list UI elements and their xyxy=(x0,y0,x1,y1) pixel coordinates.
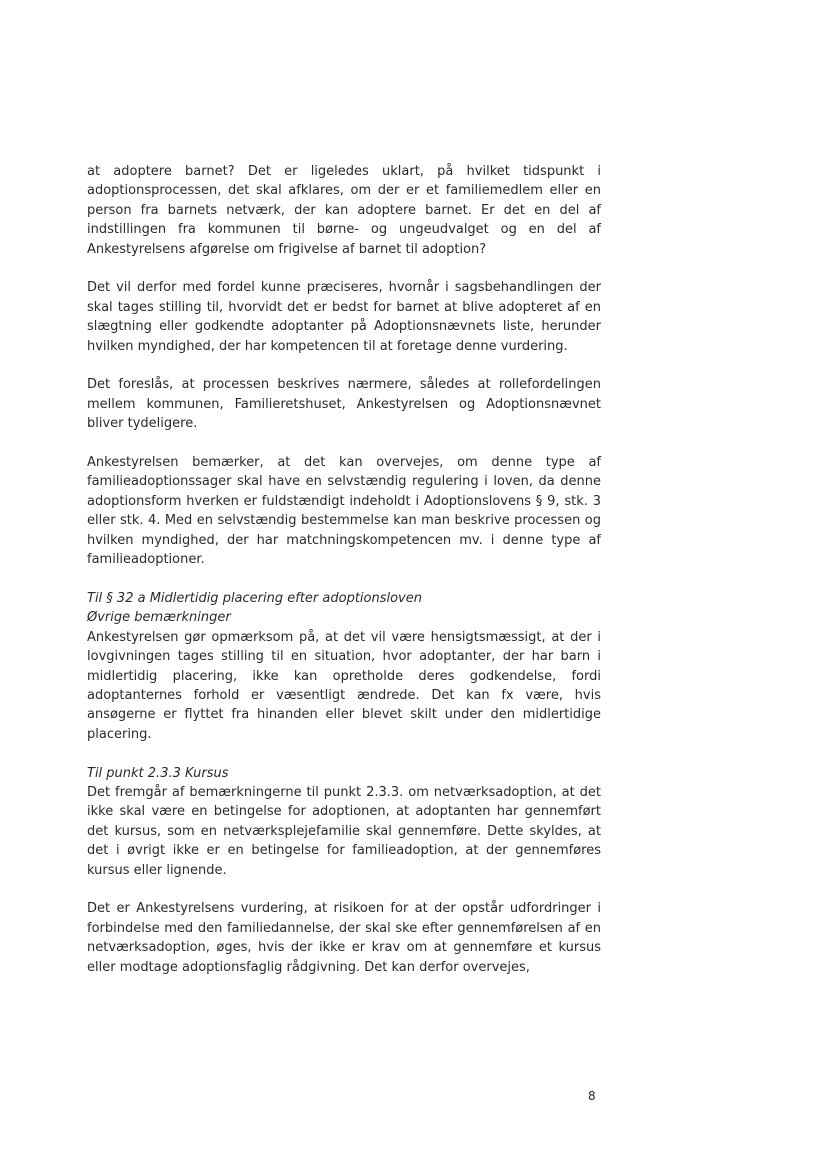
paragraph-clarification: Det vil derfor med fordel kunne præciseres, hvornår i sagsbehandlingen der skal tages stilling til, hvorvidt det er bedst for barnet at blive adopteret af en slægtning eller godkendte adoptanter på Adoptionsnævnets liste, herunder hvilken myndighed, der har kompetencen til at foretage denne vurdering. xyxy=(87,280,601,354)
paragraph-course: Det fremgår af bemærkningerne til punkt 2.3.3. om netværksadoption, at det ikke skal være en betingelse for adoptionen, at adoptanten har gennemført det kursus, som en netværksplejefamilie skal gennemføre. Dette skyldes, at det i øvrigt ikke er en betingelse for familieadoption, at der gennemføres kursus eller lignende. xyxy=(87,784,601,878)
paragraph-roles: Det foreslås, at processen beskrives nærmere, således at rollefordelingen mellem kommunen, Familieretshuset, Ankestyrelsen og Adoptionsnævnet bliver tydeligere. xyxy=(87,377,601,432)
document-body xyxy=(87,162,601,977)
heading-point-233: Til punkt 2.3.3 Kursus xyxy=(87,765,229,781)
paragraph-risk-assessment: Det er Ankestyrelsens vurdering, at risikoen for at der opstår udfordringer i forbindelse med den familiedannelse, der skal ske efter gennemførelsen af en netværksadoption, øges, hvis der ikke er krav om at gennemføre et kursus eller modtage adoptionsfaglig rådgivning. Det kan derfor overvejes, xyxy=(87,901,601,975)
heading-section-32a: Til § 32 a Midlertidig placering efter adoptionsloven xyxy=(87,590,422,606)
paragraph-adoption-timing: at adoptere barnet? Det er ligeledes uklart, på hvilket tidspunkt i adoptionsprocessen, det skal afklares, om der er et familiemedlem eller en person fra barnets netværk, der kan adoptere barnet. Er det en del af indstillingen fra kommunen til børne- og ungeudvalget og en del af Ankestyrelsens afgørelse om frigivelse af barnet til adoption? xyxy=(87,164,601,257)
paragraph-regulation: Ankestyrelsen bemærker, at det kan overvejes, om denne type af familieadoptionssager skal have en selvstændig regulering i loven, da denne adoptionsform hverken er fuldstændigt indeholdt i Adoptionslovens § 9, stk. 3 eller stk. 4. Med en selvstændig bestemmelse kan man beskrive processen og hvilken myndighed, der har matchningskompetencen mv. i denne type af familieadoptioner. xyxy=(87,455,601,568)
page-number: 8 xyxy=(588,1089,596,1103)
paragraph-temporary-placement: Ankestyrelsen gør opmærksom på, at det vil være hensigtsmæssigt, at der i lovgivningen tages stilling til en situation, hvor adoptanter, der har barn i midlertidig placering, ikke kan opretholde deres godkendelse, fordi adoptanternes forhold er væsentligt ændrede. Det kan fx være, hvis ansøgerne er flyttet fra hinanden eller blevet skilt under den midlertidige placering. xyxy=(87,629,601,742)
heading-other-remarks: Øvrige bemærkninger xyxy=(87,610,231,626)
